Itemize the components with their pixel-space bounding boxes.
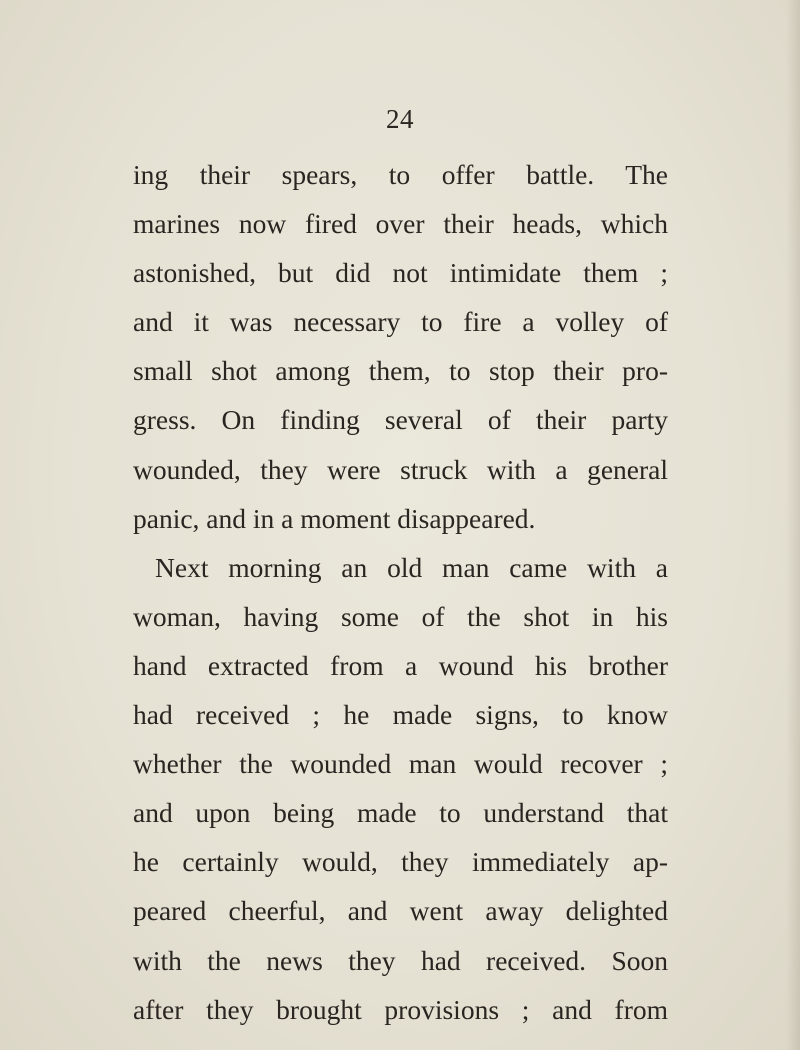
text-line: panic, and in a moment disappeared. [133,502,536,534]
body-text [133,150,668,1034]
text-line: had received ; he made signs, to know [133,699,668,731]
text-line: ing their spears, to offer battle. The [133,159,668,190]
text-line: astonished, but did not intimidate them ; [133,257,668,289]
text-line: small shot among them, to stop their pro- [133,355,668,387]
text-line: marines now fired over their heads, which [133,208,668,240]
text-line: after they brought provisions ; and from [133,993,668,1025]
page-edge-shadow [786,0,800,1050]
text-line: woman, having some of the shot in his [133,600,668,632]
text-line: gress. On finding several of their party [133,404,668,436]
text-line: and it was necessary to fire a volley of [133,306,668,338]
text-line: and upon being made to understand that [133,797,668,829]
page-number: 24 [386,104,414,134]
text-line: hand extracted from a wound his brother [133,649,668,681]
text-line: wounded, they were struck with a general [133,453,668,485]
text-line: Next morning an old man came with a [155,551,668,583]
text-line: whether the wounded man would recover ; [133,748,668,780]
text-line: he certainly would, they immediately ap- [133,846,668,878]
text-line: with the news they had received. Soon [133,944,668,976]
text-line: peared cheerful, and went away delighted [133,895,668,927]
